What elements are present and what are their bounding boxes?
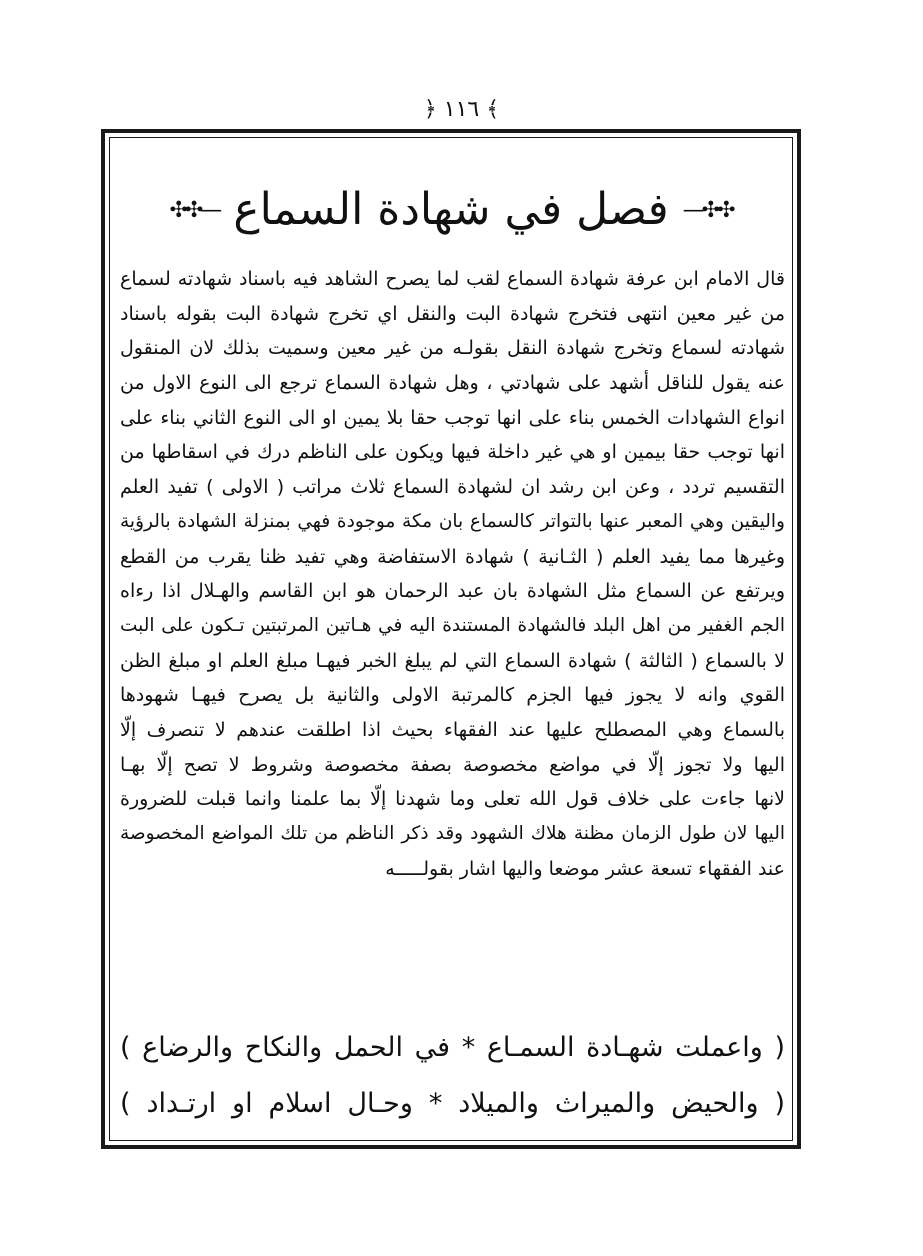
poem-verses bbox=[120, 1020, 785, 1132]
text-line: بالسماع وهي المصطلح عليها عند الفقهاء بحيث اذا اطلقت عندهم لا تنصرف إلّا bbox=[120, 718, 785, 741]
text-line: قال الامام ابن عرفة شهادة السماع لقب لما يصرح الشاهد فيه باسناد شهادته لسماع bbox=[120, 268, 785, 290]
text-line: الجم الغفير من اهل البلد فالشهادة المستندة اليه في هـاتين المرتبتين تـكون على البت bbox=[120, 614, 785, 636]
text-line: القوي وانه لا يجوز فيها الجزم كالمرتبة الاولى والثانية بل يصرح فيهـا شهودها bbox=[120, 684, 785, 707]
text-line: عنه يقول للناقل أشهد على شهادتي ، وهل شهادة السماع ترجع الى النوع الاول من bbox=[120, 372, 785, 395]
text-line: التقسيم تردد ، وعن ابن رشد ان لشهادة السماع ثلاث مراتب ( الاولى ) تفيد العلم bbox=[120, 476, 785, 499]
verse-line: ( والحيض والميراث والميلاد * وحـال اسلام او ارتـداد ) bbox=[120, 1088, 785, 1119]
text-line: واليقين وهي المعبر عنها بالتواتر كالسماع بان مكة موجودة فهي بمنزلة الشهادة بالرؤية bbox=[120, 510, 785, 532]
text-line: شهادته لسماع وتخرج شهادة النقل بقولـه من غير معين وسميت بذلك لان المنقول bbox=[120, 337, 785, 360]
ornament-right: —✣✣ bbox=[682, 197, 733, 223]
text-line: اليها لان طول الزمان مظنة هلاك الشهود وقد ذكر الناظم من تلك المواضع المخصوصة bbox=[120, 823, 785, 844]
text-line: انواع الشهادات الخمس بناء على انها توجب حقا بلا يمين او الى النوع الثاني بناء على bbox=[120, 406, 785, 429]
verse-line: ( واعملت شهـادة السمـاع * في الحمل والنكاح والرضاع ) bbox=[120, 1032, 785, 1063]
section-heading bbox=[109, 180, 793, 240]
section-title: فصل في شهادة السماع bbox=[233, 184, 669, 235]
text-line: ويرتفع عن السماع مثل الشهادة بان عبد الرحمان هو ابن القاسم والهـلال اذا رءاه bbox=[120, 580, 785, 603]
text-line: من غير معين انتهى فتخرج شهادة البت والنقل اي تخرج شهادة البت بقوله باسناد bbox=[120, 302, 785, 325]
body-text bbox=[120, 262, 785, 886]
text-line: اليها ولا تجوز إلّا في مواضع مخصوصة بصفة مخصوصة وشروط لا تصح إلّا بهـا bbox=[120, 753, 785, 776]
ornament-left: ✣✣— bbox=[169, 197, 220, 223]
text-line: لا بالسماع ( الثالثة ) شهادة السماع التي لم يبلغ الخبر فيهـا مبلغ العلم او مبلغ الظن bbox=[120, 649, 785, 672]
text-line: انها توجب حقا بيمين او هي غير داخلة فيها ويكون على الناظم درك في اسقاطها من bbox=[120, 441, 785, 464]
page-number: ﴿ ١١٦ ﴾ bbox=[423, 97, 500, 122]
text-line: عند الفقهاء تسعة عشر موضعا واليها اشار بقولـــــه bbox=[385, 857, 785, 880]
text-line: وغيرها مما يفيد العلم ( الثـانية ) شهادة الاستفاضة وهي تفيد ظنا يقرب من القطع bbox=[120, 545, 785, 568]
text-line: لانها جاءت على خلاف قول الله تعلى وما شهدنا إلّا بما علمنا وانما قبلت للضرورة bbox=[120, 788, 785, 811]
